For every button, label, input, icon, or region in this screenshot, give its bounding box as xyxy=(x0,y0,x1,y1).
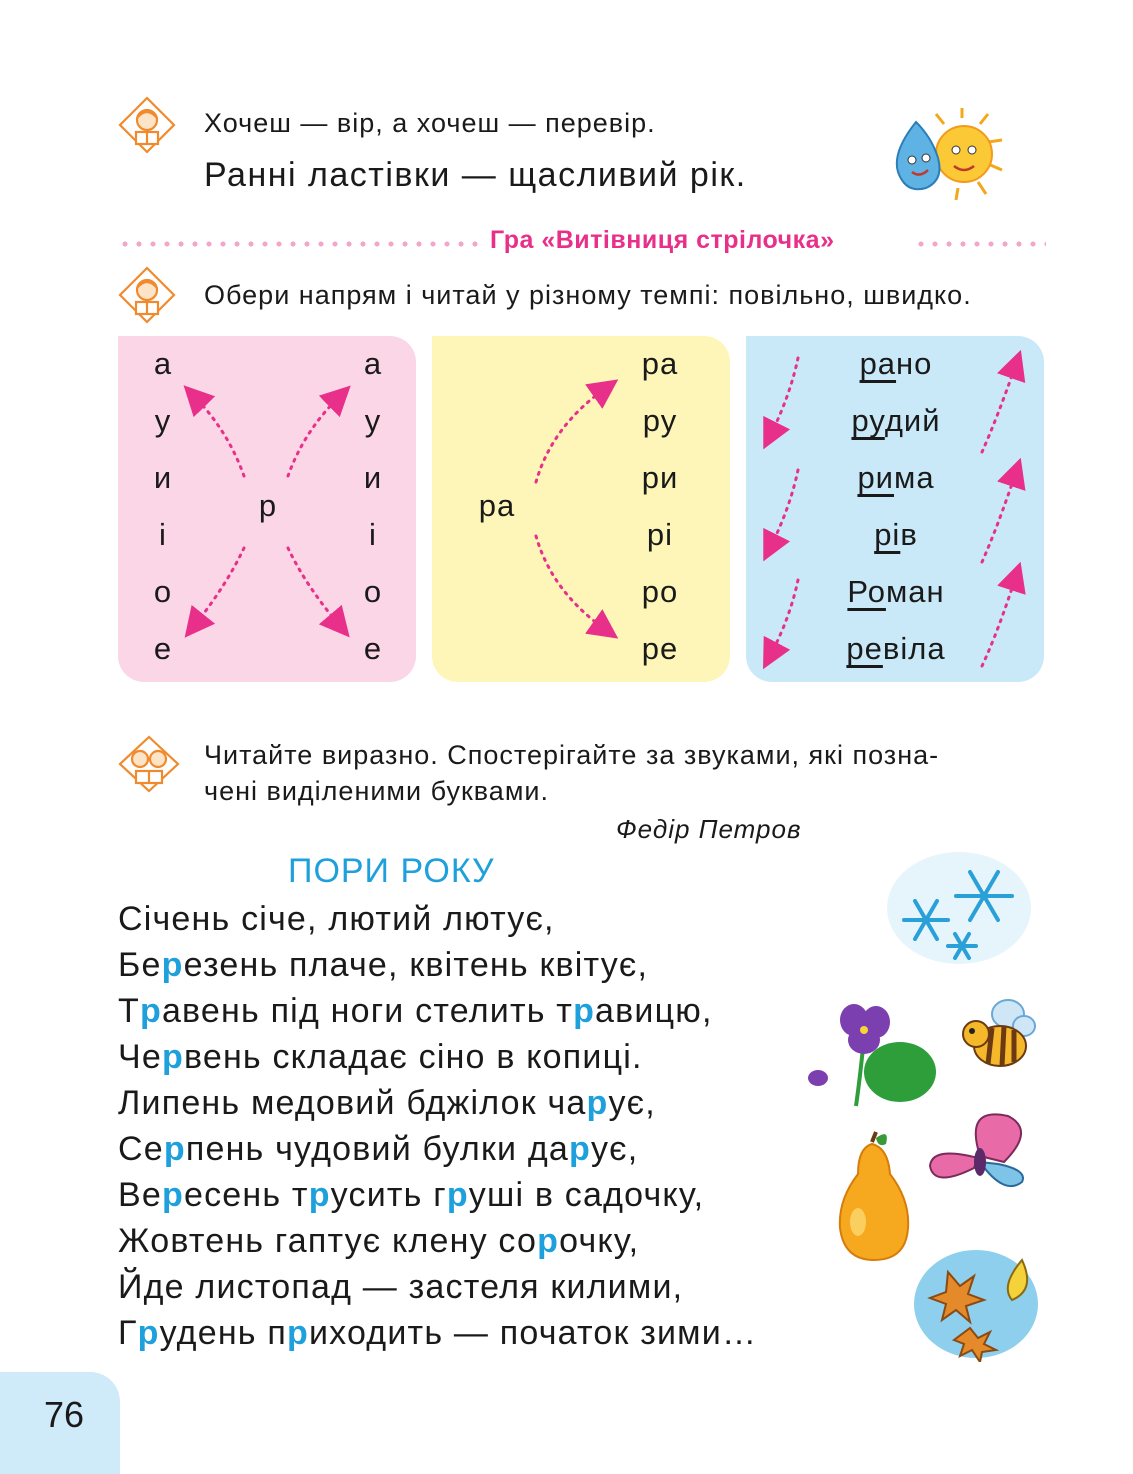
highlighted-letter: р xyxy=(137,1314,160,1352)
syllable: ра xyxy=(641,346,679,381)
poem-text: Бе xyxy=(118,946,162,984)
highlighted-letter: р xyxy=(161,946,184,984)
highlighted-letter: р xyxy=(308,1176,331,1214)
poem-text: ує, xyxy=(608,1084,656,1122)
violet-flower-illustration xyxy=(804,998,940,1110)
panel-syllables-r xyxy=(118,336,416,682)
left-letter: і xyxy=(159,517,167,552)
poem-text: Се xyxy=(118,1130,164,1168)
poem-text: есень т xyxy=(183,1176,309,1214)
pair-readers-icon xyxy=(118,735,180,793)
highlighted-letter: р xyxy=(163,1130,186,1168)
poem-text: вень складає сіно в копиці. xyxy=(183,1038,643,1076)
left-letter: о xyxy=(153,574,173,609)
right-letter: і xyxy=(369,517,377,552)
task-line-1: Читайте виразно. Спостерігайте за звуками, які позна- xyxy=(204,740,940,770)
syllable: ру xyxy=(642,403,678,438)
poem-line xyxy=(118,1268,683,1307)
panel-syllables-ra xyxy=(432,336,730,682)
right-letter: и xyxy=(363,460,383,495)
left-letter: у xyxy=(154,403,172,438)
dotted-divider xyxy=(118,241,478,247)
dotted-divider xyxy=(914,241,1046,247)
word: ревіла xyxy=(846,631,946,666)
highlighted-letter: р xyxy=(286,1314,309,1352)
butterfly-illustration xyxy=(924,1106,1036,1202)
panel-words xyxy=(746,336,1044,682)
word: Роман xyxy=(847,574,945,609)
left-letter: е xyxy=(153,631,173,666)
poem-text: Йде листопад — застеля килими, xyxy=(118,1268,684,1306)
highlighted-letter: р xyxy=(569,1130,591,1168)
panel-center: р xyxy=(258,488,278,523)
word: рима xyxy=(857,460,935,495)
poem-line xyxy=(118,1084,656,1123)
bee-illustration xyxy=(958,996,1036,1072)
highlighted-letter: р xyxy=(586,1084,609,1122)
syllable: ро xyxy=(641,574,679,609)
task-line-2: чені виділеними буквами. xyxy=(204,776,549,806)
poem-text: езень плаче, квітень квітує, xyxy=(183,946,649,984)
poem-text: авень під ноги стелить т xyxy=(161,992,574,1030)
left-letter: и xyxy=(153,460,173,495)
pear-illustration xyxy=(828,1128,916,1264)
poem-text: удень п xyxy=(159,1314,287,1352)
poem-line xyxy=(118,1038,643,1077)
poem-text: Т xyxy=(118,992,140,1030)
poem-text: очку, xyxy=(559,1222,640,1260)
right-letter: о xyxy=(363,574,383,609)
panel-center: ра xyxy=(478,488,516,523)
poem-text: Січень січе, лютий лютує, xyxy=(118,900,555,938)
poem-text: Г xyxy=(118,1314,138,1352)
poem-text: уші в садочку, xyxy=(468,1176,705,1214)
game-instruction: Обери напрям і читай у різному темпі: повільно, швидко. xyxy=(204,280,972,310)
poem-text: авицю, xyxy=(595,992,713,1030)
proverb-2: Ранні ластівки — щасливий рік. xyxy=(204,156,747,194)
snowflakes-illustration xyxy=(884,848,1034,968)
word: рано xyxy=(859,346,933,381)
poem-text: иходить — початок зими… xyxy=(308,1314,758,1352)
poem-text: пень чудовий булки да xyxy=(185,1130,570,1168)
reader-icon xyxy=(118,266,176,324)
poem-line xyxy=(118,946,648,985)
poem-line xyxy=(118,900,555,939)
word: рудий xyxy=(851,403,941,438)
poem-author: Федір Петров xyxy=(616,814,802,844)
highlighted-letter: р xyxy=(537,1222,560,1260)
poem-line xyxy=(118,1222,639,1261)
highlighted-letter: р xyxy=(446,1176,469,1214)
highlighted-letter: р xyxy=(139,992,162,1030)
proverb-1: Хочеш — вір, а хочеш — перевір. xyxy=(204,108,656,138)
poem-text: Липень медовий бджілок ча xyxy=(118,1084,587,1122)
poem-text: усить г xyxy=(330,1176,447,1214)
poem-line xyxy=(118,992,713,1031)
poem-text: Ве xyxy=(118,1176,162,1214)
poem-line xyxy=(118,1176,704,1215)
game-title: Гра «Витівниця стрілочка» xyxy=(490,226,835,254)
poem-text: Че xyxy=(118,1038,162,1076)
reader-icon xyxy=(118,96,176,154)
sun-droplet-illustration xyxy=(884,108,1010,200)
syllable: ри xyxy=(641,460,679,495)
syllable: рі xyxy=(646,517,674,552)
poem-text: Жовтень гаптує клену со xyxy=(118,1222,538,1260)
poem-text: ує, xyxy=(590,1130,639,1168)
right-letter: а xyxy=(363,346,383,381)
highlighted-letter: р xyxy=(162,1176,184,1214)
game-section-header xyxy=(118,226,1046,260)
syllable: ре xyxy=(641,631,679,666)
highlighted-letter: р xyxy=(573,992,596,1030)
right-letter: у xyxy=(364,403,382,438)
poem-line xyxy=(118,1314,757,1353)
right-letter: е xyxy=(363,631,383,666)
highlighted-letter: р xyxy=(161,1038,184,1076)
left-letter: а xyxy=(153,346,173,381)
page-number: 76 xyxy=(44,1394,85,1435)
autumn-leaves-illustration xyxy=(912,1246,1040,1362)
poem-line xyxy=(118,1130,638,1169)
poem-title: ПОРИ РОКУ xyxy=(288,852,495,890)
word: рів xyxy=(874,517,918,552)
